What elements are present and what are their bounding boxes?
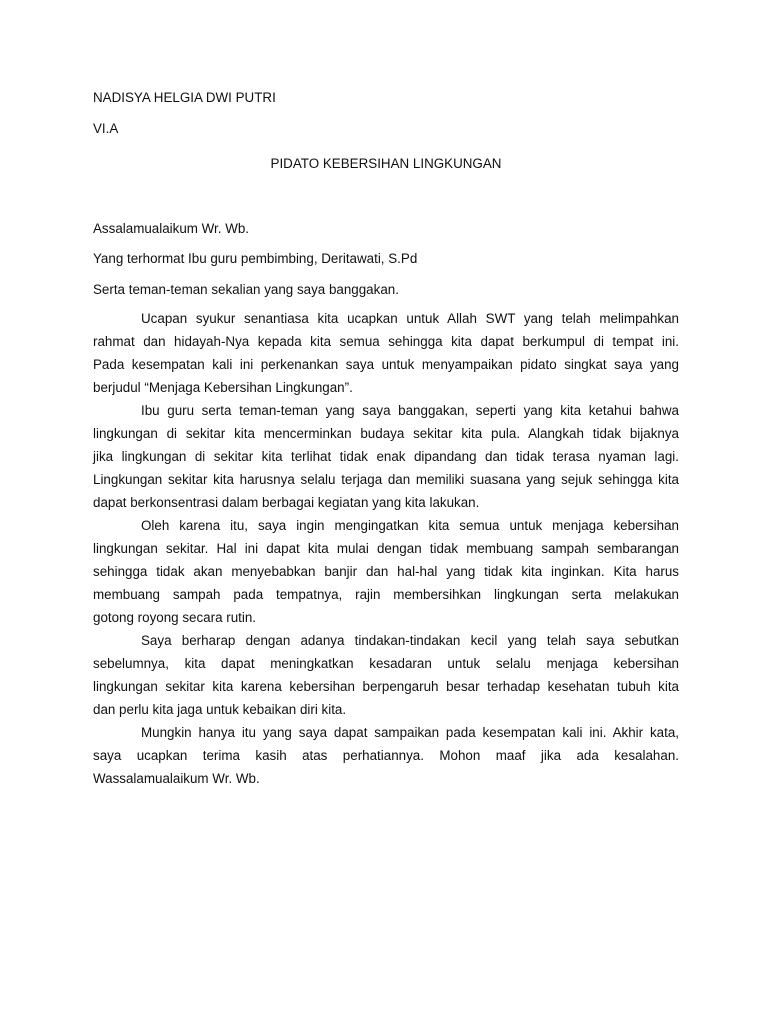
paragraph-line: lingkungan di sekitar kita mencerminkan budaya sekitar kita pula. Alangkah tidak bijaknya (93, 426, 679, 441)
opening-salam: Assalamualaikum Wr. Wb. (93, 221, 250, 236)
paragraph-line: berjudul “Menjaga Kebersihan Lingkungan”. (93, 380, 353, 395)
paragraph-line: dan perlu kita jaga untuk kebaikan diri kita. (93, 702, 347, 717)
paragraph-line: lingkungan sekitar. Hal ini dapat kita mulai dengan tidak membuang sampah sembarangan (93, 541, 679, 556)
paragraph-line: Ibu guru serta teman-teman yang saya banggakan, seperti yang kita ketahui bahwa (141, 403, 679, 418)
paragraph-line: Pada kesempatan kali ini perkenankan saya untuk menyampaikan pidato singkat saya yang (93, 357, 679, 372)
speech-paragraph (93, 309, 679, 401)
paragraph-line: dapat berkonsentrasi dalam berbagai kegiatan yang kita lakukan. (93, 495, 480, 510)
paragraph-line: membuang sampah pada tempatnya, rajin membersihkan lingkungan serta melakukan (93, 587, 679, 602)
paragraph-line: sebelumnya, kita dapat meningkatkan kesadaran untuk selalu menjaga kebersihan (93, 656, 679, 671)
author-name: NADISYA HELGIA DWI PUTRI (93, 90, 276, 105)
paragraph-line: Oleh karena itu, saya ingin mengingatkan kita semua untuk menjaga kebersihan (141, 518, 679, 533)
paragraph-line: Lingkungan sekitar kita harusnya selalu terjaga dan memiliki suasana yang sejuk sehingga kita (93, 472, 679, 487)
speech-paragraph (93, 631, 679, 723)
paragraph-line: Saya berharap dengan adanya tindakan-tindakan kecil yang telah saya sebutkan (141, 633, 679, 648)
speech-paragraph (93, 723, 679, 792)
addressee-line: Yang terhormat Ibu guru pembimbing, Deritawati, S.Pd (93, 251, 418, 266)
friends-line: Serta teman-teman sekalian yang saya banggakan. (93, 282, 399, 297)
document-title: PIDATO KEBERSIHAN LINGKUNGAN (270, 156, 502, 171)
paragraph-line: lingkungan sekitar kita karena kebersihan berpengaruh besar terhadap kesehatan tubuh kita (93, 679, 679, 694)
paragraph-line: Wassalamualaikum Wr. Wb. (93, 771, 260, 786)
speech-paragraph (93, 401, 679, 516)
paragraph-line: gotong royong secara rutin. (93, 610, 257, 625)
speech-paragraph (93, 516, 679, 631)
student-class: VI.A (93, 121, 119, 136)
paragraph-line: rahmat dan hidayah-Nya kepada kita semua sehingga kita dapat berkumpul di tempat ini. (93, 334, 679, 349)
paragraph-line: sehingga tidak akan menyebabkan banjir dan hal-hal yang tidak kita inginkan. Kita harus (93, 564, 679, 579)
paragraph-line: jika lingkungan di sekitar kita terlihat tidak enak dipandang dan tidak terasa nyaman lagi. (93, 449, 679, 464)
paragraph-line: Ucapan syukur senantiasa kita ucapkan untuk Allah SWT yang telah melimpahkan (141, 311, 679, 326)
paragraph-line: saya ucapkan terima kasih atas perhatiannya. Mohon maaf jika ada kesalahan. (93, 748, 679, 763)
paragraph-line: Mungkin hanya itu yang saya dapat sampaikan pada kesempatan kali ini. Akhir kata, (141, 725, 679, 740)
